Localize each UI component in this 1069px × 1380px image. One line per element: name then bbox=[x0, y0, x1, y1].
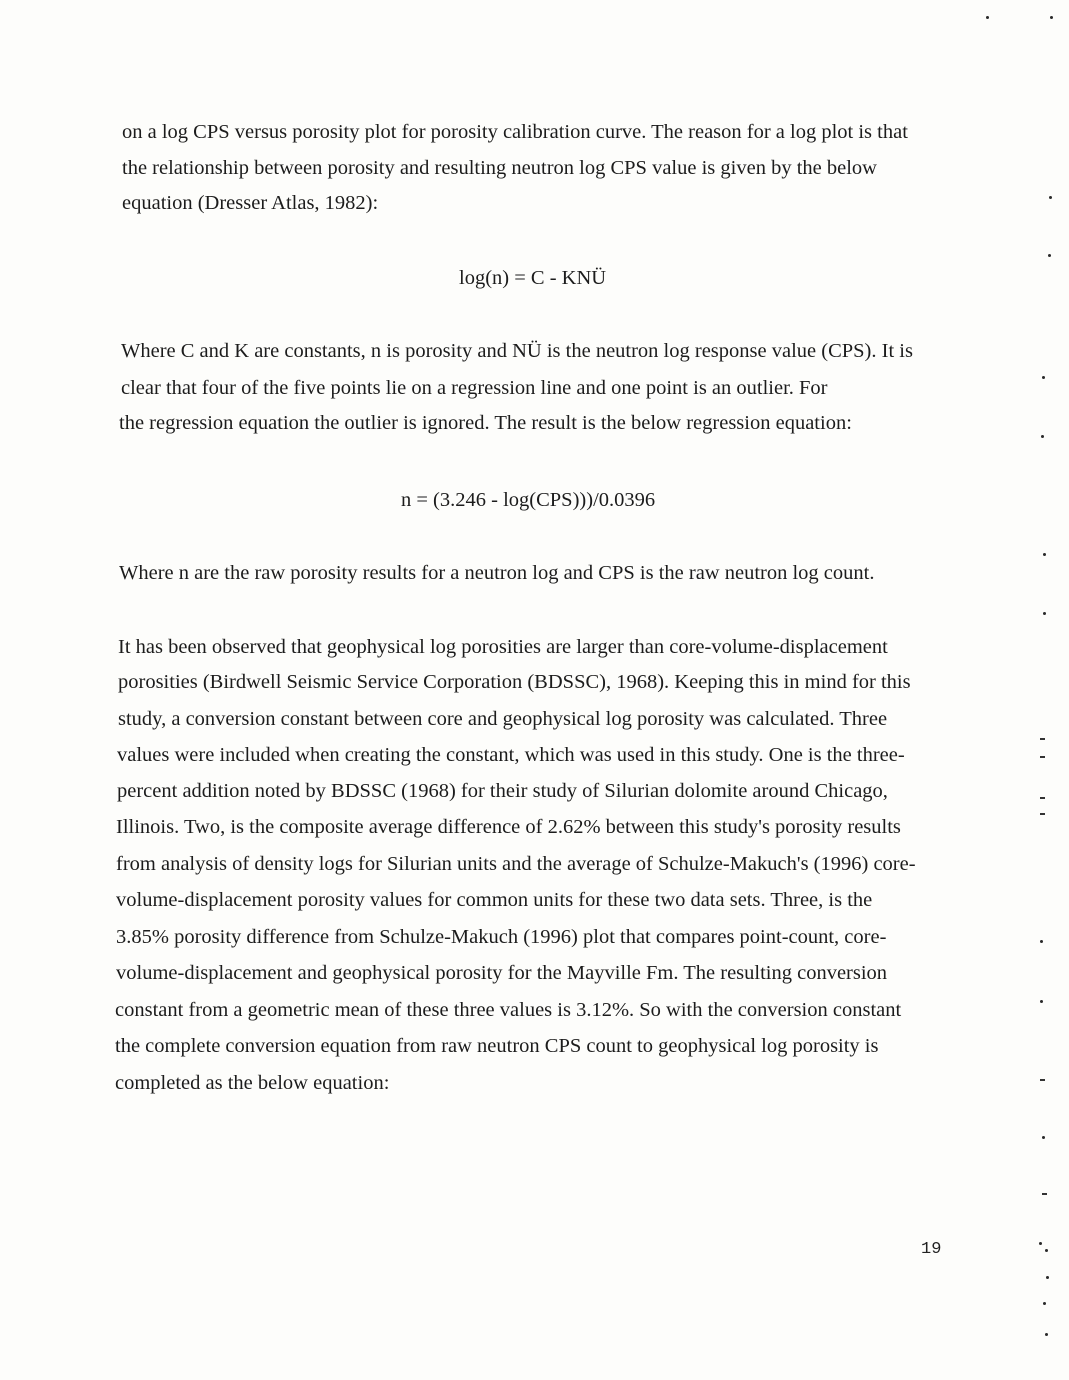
scan-speck bbox=[1043, 553, 1046, 556]
page-number: 19 bbox=[921, 1240, 942, 1259]
scan-speck bbox=[986, 16, 989, 19]
text-line: equation (Dresser Atlas, 1982): bbox=[122, 192, 379, 214]
text-line: Where C and K are constants, n is porosity and NÜ is the neutron log response value (CPS). It is bbox=[121, 340, 913, 362]
equation-regression: n = (3.246 - log(CPS)))/0.0396 bbox=[401, 489, 656, 511]
scan-speck bbox=[1050, 16, 1053, 19]
text-line: on a log CPS versus porosity plot for porosity calibration curve. The reason for a log plot is that bbox=[122, 121, 908, 143]
scan-speck bbox=[1045, 1249, 1048, 1252]
scan-speck bbox=[1040, 1079, 1045, 1081]
text-line: the relationship between porosity and resulting neutron log CPS value is given by the below bbox=[122, 157, 877, 179]
scan-speck bbox=[1049, 196, 1052, 199]
scan-speck bbox=[1045, 1333, 1048, 1336]
scan-speck bbox=[1041, 435, 1044, 438]
text-line: volume-displacement and geophysical porosity for the Mayville Fm. The resulting conversion bbox=[116, 962, 888, 984]
text-line: 3.85% porosity difference from Schulze-Makuch (1996) plot that compares point-count, core- bbox=[116, 926, 887, 948]
scan-speck bbox=[1040, 940, 1043, 943]
text-line: clear that four of the five points lie on a regression line and one point is an outlier. For bbox=[121, 377, 828, 399]
text-line: porosities (Birdwell Seismic Service Corporation (BDSSC), 1968). Keeping this in mind for this bbox=[118, 671, 911, 693]
text-line: volume-displacement porosity values for common units for these two data sets. Three, is the bbox=[116, 889, 873, 911]
text-line: percent addition noted by BDSSC (1968) for their study of Silurian dolomite around Chicago, bbox=[117, 780, 888, 802]
scan-speck bbox=[1040, 797, 1045, 799]
text-line: completed as the below equation: bbox=[115, 1072, 390, 1094]
text-line: Illinois. Two, is the composite average difference of 2.62% between this study's porosity results bbox=[116, 816, 901, 838]
scan-speck bbox=[1048, 254, 1051, 257]
scan-speck bbox=[1039, 1242, 1042, 1245]
text-line: constant from a geometric mean of these three values is 3.12%. So with the conversion constant bbox=[115, 999, 902, 1021]
scan-speck bbox=[1040, 1000, 1043, 1003]
text-line: It has been observed that geophysical log porosities are larger than core-volume-displacement bbox=[118, 636, 888, 658]
scan-speck bbox=[1043, 1302, 1046, 1305]
scan-speck bbox=[1040, 738, 1045, 740]
text-line: Where n are the raw porosity results for a neutron log and CPS is the raw neutron log count. bbox=[119, 562, 875, 584]
scan-speck bbox=[1042, 1193, 1047, 1195]
scan-speck bbox=[1046, 1276, 1049, 1279]
scan-speck bbox=[1043, 612, 1046, 615]
text-line: the regression equation the outlier is ignored. The result is the below regression equation: bbox=[119, 412, 852, 434]
scan-speck bbox=[1040, 813, 1045, 815]
scan-speck bbox=[1042, 376, 1045, 379]
equation-log-porosity: log(n) = C - KNÜ bbox=[459, 267, 607, 289]
scan-speck bbox=[1040, 756, 1045, 758]
scan-speck bbox=[1042, 1136, 1045, 1139]
text-line: values were included when creating the constant, which was used in this study. One is the three- bbox=[117, 744, 905, 766]
text-line: from analysis of density logs for Silurian units and the average of Schulze-Makuch's (1996) core- bbox=[116, 853, 916, 875]
text-line: the complete conversion equation from raw neutron CPS count to geophysical log porosity is bbox=[115, 1035, 879, 1057]
text-line: study, a conversion constant between core and geophysical log porosity was calculated. Three bbox=[118, 708, 888, 730]
